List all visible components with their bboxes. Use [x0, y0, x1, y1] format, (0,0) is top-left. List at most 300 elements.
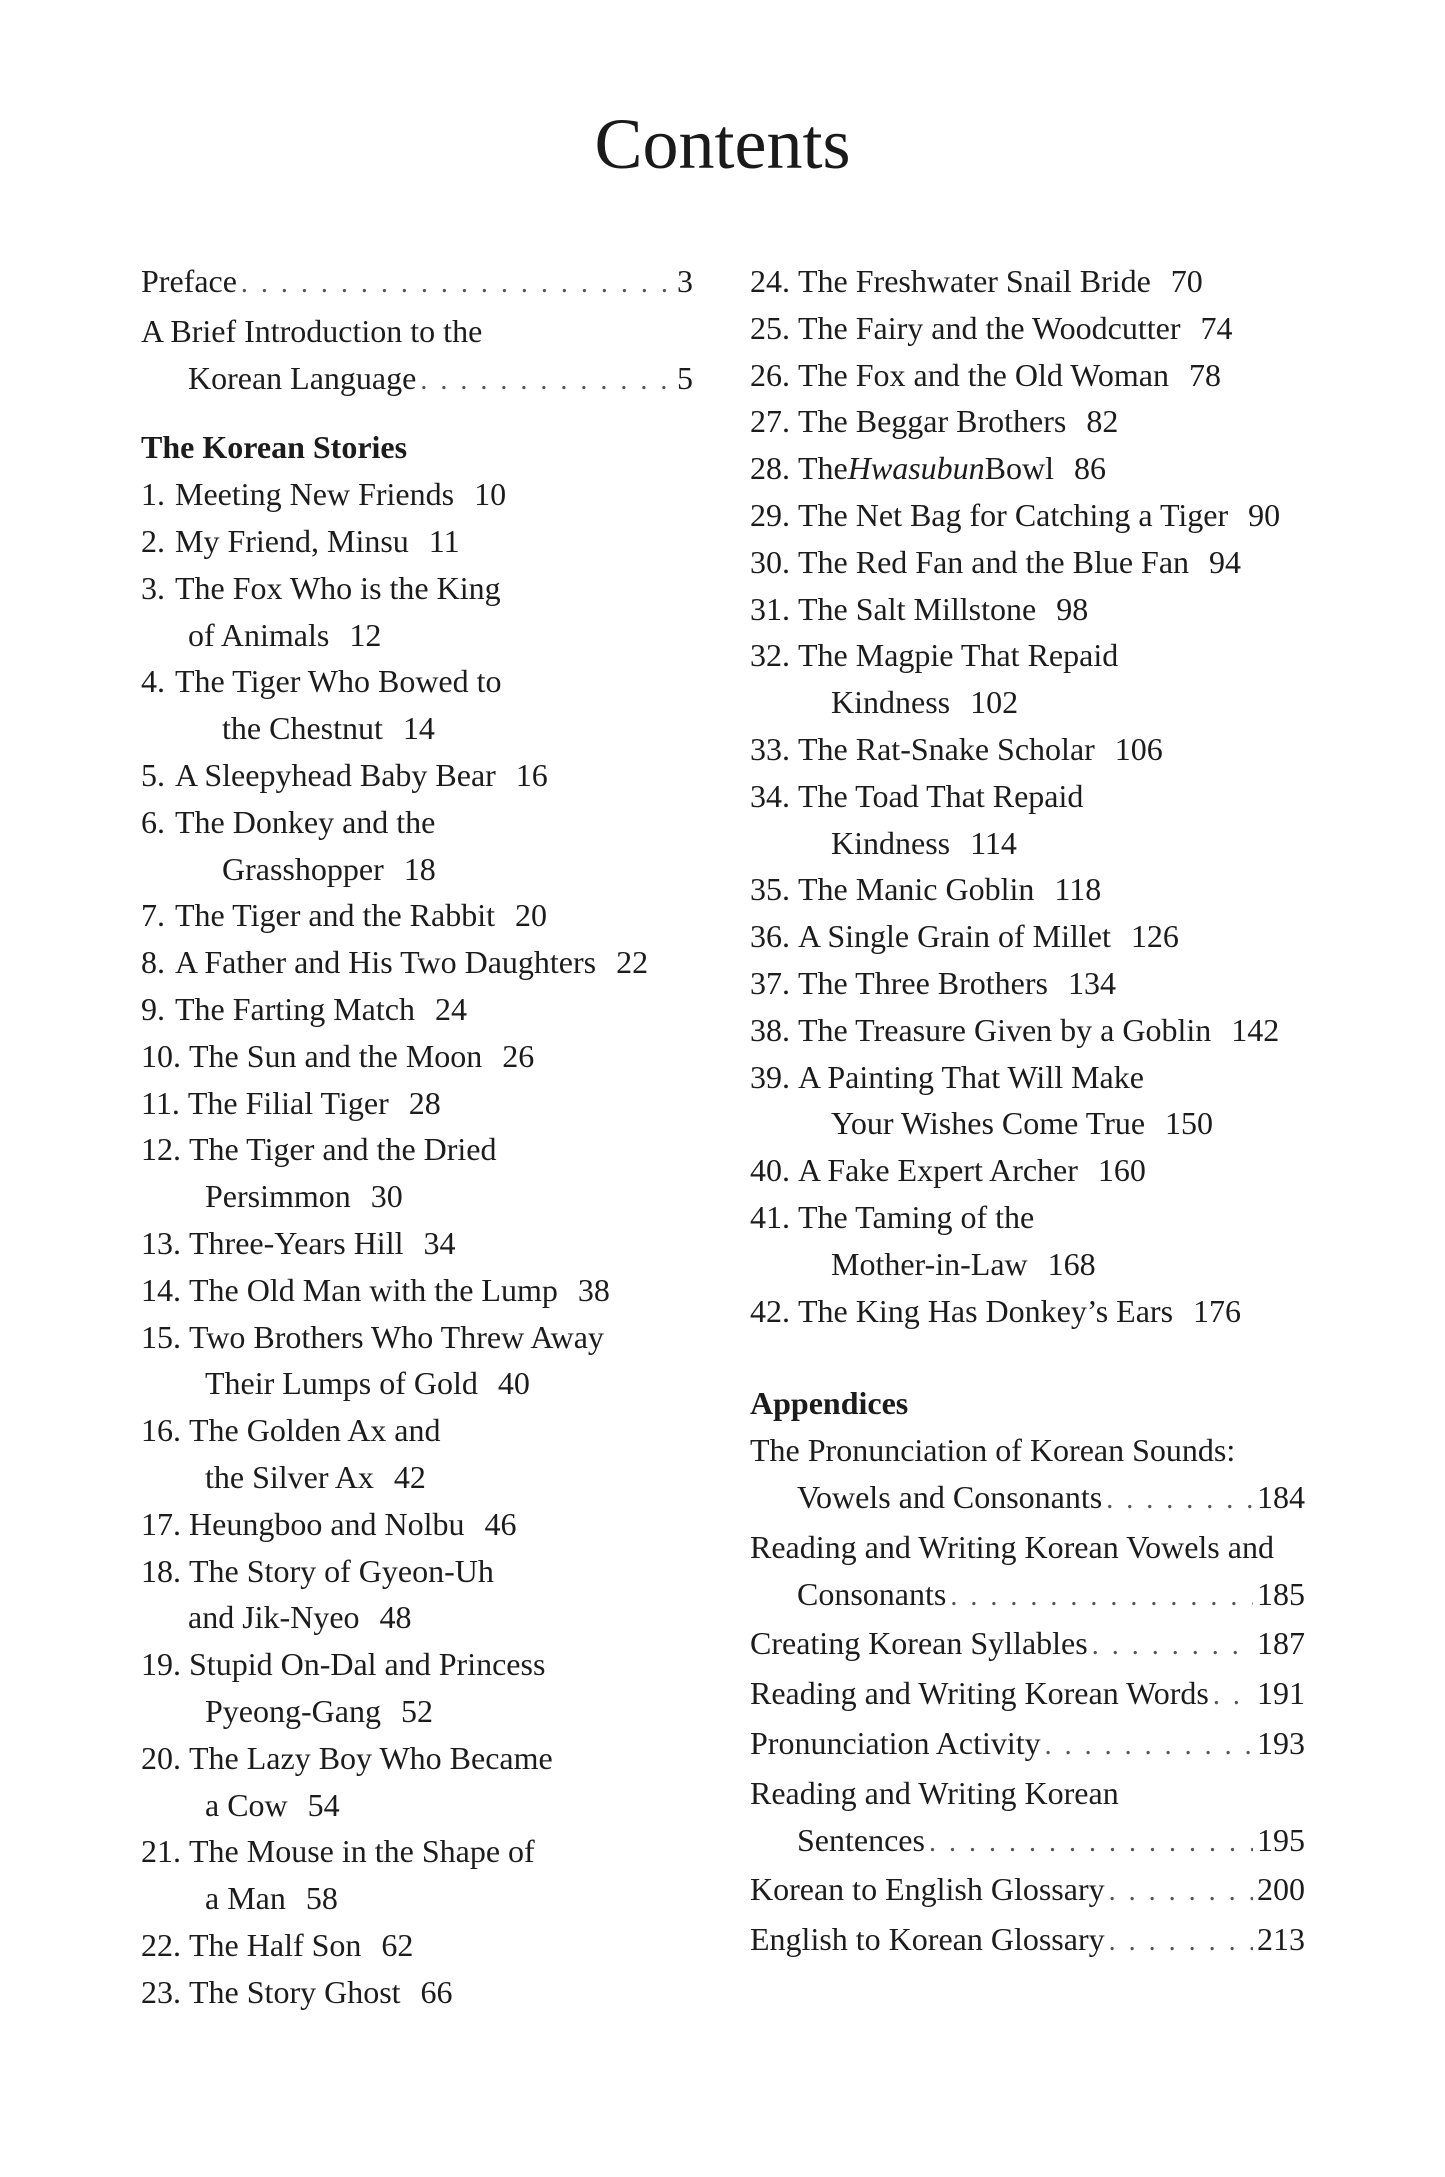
toc-entry-story[interactable] [750, 913, 1305, 960]
entry-line [141, 565, 693, 612]
dot-leader [1106, 1477, 1253, 1524]
page-number: 11 [428, 522, 460, 559]
toc-entry-story[interactable] [750, 773, 1305, 867]
story-number: 32. [750, 637, 790, 674]
entry-line [750, 913, 1305, 960]
entry-line [141, 1828, 693, 1875]
page-number: 30 [370, 1178, 403, 1215]
page-number: 90 [1248, 496, 1281, 533]
toc-entry-story[interactable] [141, 471, 693, 518]
toc-entry-appendix[interactable] [750, 1866, 1305, 1916]
story-number: 25. [750, 309, 790, 346]
entry-line [141, 1969, 693, 2016]
entry-title: The Farting Match [175, 990, 415, 1027]
entry-title-cont: Persimmon [205, 1178, 351, 1215]
toc-entry-story[interactable] [141, 518, 693, 565]
page-number: 134 [1067, 964, 1116, 1001]
page-number: 78 [1189, 356, 1221, 393]
story-number: 21. [141, 1833, 181, 1870]
entry-line [141, 1548, 693, 1595]
toc-entry-story[interactable] [141, 1080, 693, 1127]
entry-title-italic: Hwasubun [847, 450, 985, 487]
page-number: 40 [497, 1365, 530, 1402]
toc-entry-story[interactable] [750, 1147, 1305, 1194]
entry-line [750, 1054, 1305, 1101]
appendices-list [750, 1427, 1305, 1966]
page-number: 28 [408, 1084, 441, 1121]
entry-title-cont: Grasshopper [222, 850, 384, 887]
entry-line [750, 1524, 1305, 1571]
entry-title: The Freshwater Snail Bride [798, 263, 1151, 299]
entry-line [750, 539, 1305, 586]
entry-title: The Pronunciation of Korean Sounds: [750, 1432, 1236, 1469]
toc-entry-story[interactable] [141, 1407, 693, 1501]
entry-line [141, 1267, 693, 1314]
page-number: 46 [484, 1505, 517, 1542]
page-number: 22 [616, 944, 649, 981]
entry-line [750, 352, 1305, 399]
dot-leader [1045, 1723, 1253, 1770]
page-number: 52 [400, 1692, 433, 1729]
entry-title: The Tiger Who Bowed to [175, 663, 502, 700]
entry-title: Three-Years Hill [189, 1224, 404, 1261]
entry-title: The Net Bag for Catching a Tiger [798, 496, 1229, 533]
toc-entry-story[interactable] [750, 1054, 1305, 1148]
entry-title: The Lazy Boy Who Became [189, 1739, 553, 1776]
entry-title: The Mouse in the Shape of [189, 1833, 535, 1870]
story-number: 42. [750, 1292, 790, 1329]
toc-entry-appendix[interactable] [750, 1524, 1305, 1621]
dot-leader [929, 1820, 1253, 1867]
toc-entry-appendix[interactable] [750, 1720, 1305, 1770]
entry-title: The Salt Millstone [798, 590, 1037, 627]
entry-title: Heungboo and Nolbu [189, 1505, 465, 1542]
page-number: 48 [379, 1599, 412, 1636]
entry-line [141, 1922, 693, 1969]
page-number: 12 [349, 616, 382, 653]
entry-title: The Toad That Repaid [798, 777, 1084, 814]
toc-entry-introduction[interactable] [141, 308, 693, 405]
toc-entry-story[interactable] [141, 1969, 693, 2016]
story-number: 9. [141, 990, 165, 1027]
toc-entry-story[interactable] [141, 752, 693, 799]
story-number: 14. [141, 1271, 181, 1308]
story-number: 35. [750, 871, 790, 908]
toc-entry-story[interactable] [750, 398, 1305, 445]
story-number: 4. [141, 663, 165, 700]
page-number: 185 [1257, 1575, 1305, 1612]
page-number: 168 [1047, 1245, 1096, 1282]
toc-entry-story[interactable] [141, 799, 693, 893]
toc-entry-appendix[interactable] [750, 1770, 1305, 1867]
story-number: 39. [750, 1058, 790, 1095]
dot-leader [1092, 1623, 1253, 1670]
page-number: 193 [1257, 1724, 1305, 1761]
entry-line [750, 305, 1305, 352]
toc-entry-story[interactable] [750, 539, 1305, 586]
story-number: 13. [141, 1224, 181, 1261]
toc-entry-story[interactable] [141, 1126, 693, 1220]
entry-title: A Brief Introduction to the [141, 312, 483, 349]
story-number: 37. [750, 964, 790, 1001]
entry-title: A Fake Expert Archer [798, 1152, 1078, 1189]
entry-title: The Manic Goblin [798, 871, 1035, 908]
entry-title: Pronunciation Activity [750, 1724, 1041, 1761]
entry-line [141, 612, 693, 659]
story-number: 8. [141, 944, 165, 981]
entry-title: The Treasure Given by a Goblin [798, 1011, 1212, 1048]
entry-line [750, 1620, 1305, 1670]
entry-title-cont: Kindness [831, 684, 951, 721]
dot-leader [950, 1574, 1253, 1621]
page-number: 102 [970, 684, 1019, 721]
entry-line [141, 1080, 693, 1127]
entry-line [141, 1735, 693, 1782]
entry-title-cont: a Cow [205, 1786, 288, 1823]
entry-title-cont: of Animals [188, 616, 330, 653]
entry-title: A Father and His Two Daughters [175, 944, 597, 981]
entry-line [141, 658, 693, 705]
page-number: 20 [514, 897, 547, 934]
story-number: 38. [750, 1011, 790, 1048]
toc-entry-appendix[interactable] [750, 1620, 1305, 1670]
entry-line [141, 1594, 693, 1641]
page-number: 94 [1209, 543, 1242, 580]
entry-line [750, 258, 1305, 305]
entry-line [750, 1288, 1305, 1335]
page-number: 200 [1257, 1871, 1305, 1908]
story-number: 26. [750, 356, 790, 393]
toc-entry-appendix[interactable] [750, 1916, 1305, 1966]
story-number: 3. [141, 569, 165, 606]
entry-title: The Tiger and the Dried [189, 1131, 497, 1168]
toc-entry-story[interactable] [141, 1220, 693, 1267]
page-number: 82 [1086, 403, 1119, 440]
story-number: 20. [141, 1739, 181, 1776]
entry-line [141, 1360, 693, 1407]
entry-line [750, 632, 1305, 679]
page-number: 176 [1193, 1292, 1242, 1329]
entry-line [750, 773, 1305, 820]
entry-title: Two Brothers Who Threw Away [189, 1318, 604, 1355]
story-number: 11. [141, 1084, 180, 1121]
entry-title: Reading and Writing Korean [750, 1774, 1119, 1811]
entry-line [141, 1641, 693, 1688]
entry-line [750, 726, 1305, 773]
entry-line [750, 1770, 1305, 1817]
entry-title-cont: Kindness [831, 824, 951, 861]
entry-line [750, 398, 1305, 445]
story-number: 30. [750, 543, 790, 580]
entry-line [141, 1501, 693, 1548]
page-number: 54 [307, 1786, 340, 1823]
entry-title: The Fox Who is the King [175, 569, 501, 606]
entry-title: A Single Grain of Millet [798, 918, 1111, 955]
entry-line [750, 445, 1305, 492]
entry-line [141, 471, 693, 518]
stories-list-right [750, 258, 1305, 1334]
page-number: 195 [1257, 1821, 1305, 1858]
story-number: 33. [750, 730, 790, 767]
story-number: 16. [141, 1412, 181, 1449]
entry-line [750, 1571, 1305, 1621]
story-number: 2. [141, 522, 165, 559]
entry-line [750, 1670, 1305, 1720]
entry-line [141, 1173, 693, 1220]
entry-line [750, 1007, 1305, 1054]
entry-title: The Fairy and the Woodcutter [798, 309, 1181, 346]
page-number: 10 [474, 476, 507, 513]
entry-title-cont: Sentences [797, 1821, 925, 1858]
entry-line [750, 960, 1305, 1007]
entry-line [141, 1126, 693, 1173]
entry-line [141, 939, 693, 986]
toc-entry-story[interactable] [141, 1828, 693, 1922]
story-number: 23. [141, 1973, 181, 2010]
toc-entry-story[interactable] [750, 1288, 1305, 1335]
toc-entry-story[interactable] [750, 866, 1305, 913]
entry-title: Korean to English Glossary [750, 1871, 1105, 1908]
story-number: 24. [750, 263, 790, 299]
stories-list-left [141, 471, 693, 2015]
story-number: 18. [141, 1552, 181, 1589]
page-number: 38 [577, 1271, 610, 1308]
toc-right-column [750, 258, 1305, 1966]
entry-title: Meeting New Friends [175, 476, 455, 513]
entry-title-cont: the Silver Ax [205, 1458, 374, 1495]
toc-entry-story[interactable] [750, 632, 1305, 726]
page-number: 14 [402, 710, 435, 747]
entry-line [141, 1875, 693, 1922]
story-number: 1. [141, 476, 165, 513]
page-number: 26 [502, 1037, 535, 1074]
stories-heading: The Korean Stories [141, 429, 408, 466]
entry-line [141, 799, 693, 846]
story-number: 28. [750, 450, 790, 487]
entry-title: The Story of Gyeon-Uh [189, 1552, 494, 1589]
toc-entry-story[interactable] [750, 258, 1305, 305]
entry-title: Preface [141, 263, 237, 299]
entry-title: The Old Man with the Lump [189, 1271, 558, 1308]
entry-line [750, 866, 1305, 913]
entry-title: The Filial Tiger [187, 1084, 389, 1121]
entry-line [750, 1720, 1305, 1770]
entry-title-cont: Pyeong-Gang [205, 1692, 381, 1729]
story-number: 34. [750, 777, 790, 814]
entry-title: English to Korean Glossary [750, 1921, 1105, 1958]
page-number: 126 [1130, 918, 1179, 955]
entry-line [750, 1241, 1305, 1288]
story-number: 41. [750, 1198, 790, 1235]
entry-line [750, 1427, 1305, 1474]
entry-title: The [798, 450, 848, 487]
toc-entry-preface[interactable] [141, 258, 693, 308]
entry-title: The Rat-Snake Scholar [798, 730, 1095, 767]
entry-title: The King Has Donkey’s Ears [798, 1292, 1174, 1329]
entry-title: A Painting That Will Make [798, 1058, 1144, 1095]
entry-line [141, 518, 693, 565]
appendices-heading: Appendices [750, 1385, 909, 1422]
page-number: 86 [1074, 450, 1106, 487]
entry-title: A Sleepyhead Baby Bear [175, 756, 496, 793]
toc-entry-story[interactable] [141, 1314, 693, 1408]
page-number: 34 [423, 1224, 456, 1261]
entry-line [750, 1100, 1305, 1147]
page-number: 160 [1097, 1152, 1146, 1189]
page-number: 114 [970, 824, 1017, 861]
entry-title-cont: the Chestnut [222, 710, 383, 747]
page-number: 106 [1114, 730, 1163, 767]
page-number: 118 [1054, 871, 1102, 908]
toc-entry-story[interactable] [141, 1641, 693, 1735]
toc-entry-story[interactable] [750, 1007, 1305, 1054]
toc-entry-story[interactable] [141, 1548, 693, 1642]
entry-title: Reading and Writing Korean Vowels and [750, 1528, 1274, 1565]
entry-title: Bowl [984, 450, 1054, 487]
toc-left-column [141, 258, 693, 2015]
story-number: 5. [141, 756, 165, 793]
toc-entry-story[interactable] [141, 986, 693, 1033]
entry-title: The Three Brothers [798, 964, 1048, 1001]
page-number: 187 [1257, 1625, 1305, 1662]
toc-entry-story[interactable] [141, 1033, 693, 1080]
toc-entry-story[interactable] [141, 892, 693, 939]
entry-line [141, 986, 693, 1033]
page-number: 66 [420, 1973, 453, 2010]
entry-line [141, 1033, 693, 1080]
entry-line [750, 492, 1305, 539]
entry-title: My Friend, Minsu [175, 522, 409, 559]
page-number: 213 [1257, 1921, 1305, 1958]
entry-title-cont: Mother-in-Law [831, 1245, 1028, 1282]
toc-entry-story[interactable] [750, 586, 1305, 633]
entry-line [141, 705, 693, 752]
entry-title: The Sun and the Moon [189, 1037, 483, 1074]
entry-title: The Golden Ax and [189, 1412, 441, 1449]
page-number: 74 [1200, 309, 1233, 346]
entry-line [750, 1194, 1305, 1241]
entry-line [750, 1866, 1305, 1916]
page-number: 98 [1056, 590, 1089, 627]
page-number: 18 [403, 850, 436, 887]
entry-line [750, 679, 1305, 726]
entry-title-cont: Vowels and Consonants [797, 1478, 1103, 1515]
entry-line [141, 1688, 693, 1735]
entry-title: The Red Fan and the Blue Fan [798, 543, 1190, 580]
page-number: 16 [515, 756, 548, 793]
page-number: 3 [677, 263, 693, 299]
story-number: 40. [750, 1152, 790, 1189]
entry-title: Reading and Writing Korean Words [750, 1675, 1209, 1712]
entry-title-cont: Their Lumps of Gold [205, 1365, 478, 1402]
entry-title-cont: Consonants [797, 1575, 947, 1612]
entry-line [141, 1407, 693, 1454]
story-number: 10. [141, 1037, 181, 1074]
entry-line [141, 1314, 693, 1361]
entry-line [141, 1782, 693, 1829]
page-number: 42 [393, 1458, 426, 1495]
entry-line [750, 1817, 1305, 1867]
toc-entry-story[interactable] [750, 305, 1305, 352]
dot-leader [241, 261, 673, 308]
story-number: 22. [141, 1926, 181, 1963]
toc-entry-story[interactable] [141, 565, 693, 659]
page-number: 70 [1170, 263, 1203, 299]
entry-title: The Magpie That Repaid [798, 637, 1119, 674]
story-number: 27. [750, 403, 790, 440]
page-number: 191 [1257, 1675, 1305, 1712]
entry-title: The Half Son [189, 1926, 362, 1963]
entry-line [750, 1916, 1305, 1966]
entry-title-cont: Korean Language [188, 359, 417, 396]
entry-title: The Beggar Brothers [798, 403, 1067, 440]
story-number: 19. [141, 1646, 181, 1683]
toc-entry-story[interactable] [141, 658, 693, 752]
toc-entry-story[interactable] [141, 1735, 693, 1829]
page-number: 24 [434, 990, 467, 1027]
entry-line [750, 1474, 1305, 1524]
toc-entry-story[interactable] [750, 1194, 1305, 1288]
entry-title: The Story Ghost [189, 1973, 401, 2010]
toc-entry-story[interactable] [141, 1267, 693, 1314]
entry-title: The Donkey and the [175, 803, 436, 840]
page-number: 5 [677, 359, 693, 396]
toc-entry-story[interactable] [141, 939, 693, 986]
entry-title: Creating Korean Syllables [750, 1625, 1088, 1662]
entry-title-cont: and Jik-Nyeo [188, 1599, 360, 1636]
page-title: Contents [594, 104, 851, 184]
entry-line [141, 846, 693, 893]
dot-leader [1109, 1869, 1253, 1916]
entry-line [750, 820, 1305, 867]
toc-entry-story[interactable] [141, 1922, 693, 1969]
toc-entry-story[interactable] [750, 726, 1305, 773]
story-number: 29. [750, 496, 790, 533]
story-number: 12. [141, 1131, 181, 1168]
story-number: 36. [750, 918, 790, 955]
dot-leader [1109, 1919, 1253, 1966]
page-number: 58 [305, 1880, 338, 1917]
entry-title: Stupid On-Dal and Princess [189, 1646, 546, 1683]
entry-title: The Tiger and the Rabbit [175, 897, 495, 934]
toc-entry-story[interactable] [141, 1501, 693, 1548]
page-number: 62 [381, 1926, 414, 1963]
entry-line [141, 1454, 693, 1501]
entry-line [141, 1220, 693, 1267]
toc-entry-story[interactable] [750, 960, 1305, 1007]
toc-entry-appendix[interactable] [750, 1670, 1305, 1720]
dot-leader [1213, 1673, 1253, 1720]
entry-line [750, 586, 1305, 633]
entry-title: The Fox and the Old Woman [798, 356, 1169, 393]
story-number: 15. [141, 1318, 181, 1355]
story-number: 7. [141, 897, 165, 934]
page-number: 150 [1165, 1105, 1214, 1142]
entry-title-cont: Your Wishes Come True [831, 1105, 1146, 1142]
toc-entry-appendix[interactable] [750, 1427, 1305, 1524]
entry-line [141, 752, 693, 799]
entry-title: The Taming of the [798, 1198, 1035, 1235]
toc-entry-story[interactable] [750, 492, 1305, 539]
toc-entry-story[interactable] [750, 445, 1305, 492]
story-number: 17. [141, 1505, 181, 1542]
entry-line [750, 1147, 1305, 1194]
dot-leader [420, 358, 673, 405]
entry-title-cont: a Man [205, 1880, 286, 1917]
entry-line [141, 892, 693, 939]
page-number: 142 [1231, 1011, 1280, 1048]
toc-entry-story[interactable] [750, 352, 1305, 399]
